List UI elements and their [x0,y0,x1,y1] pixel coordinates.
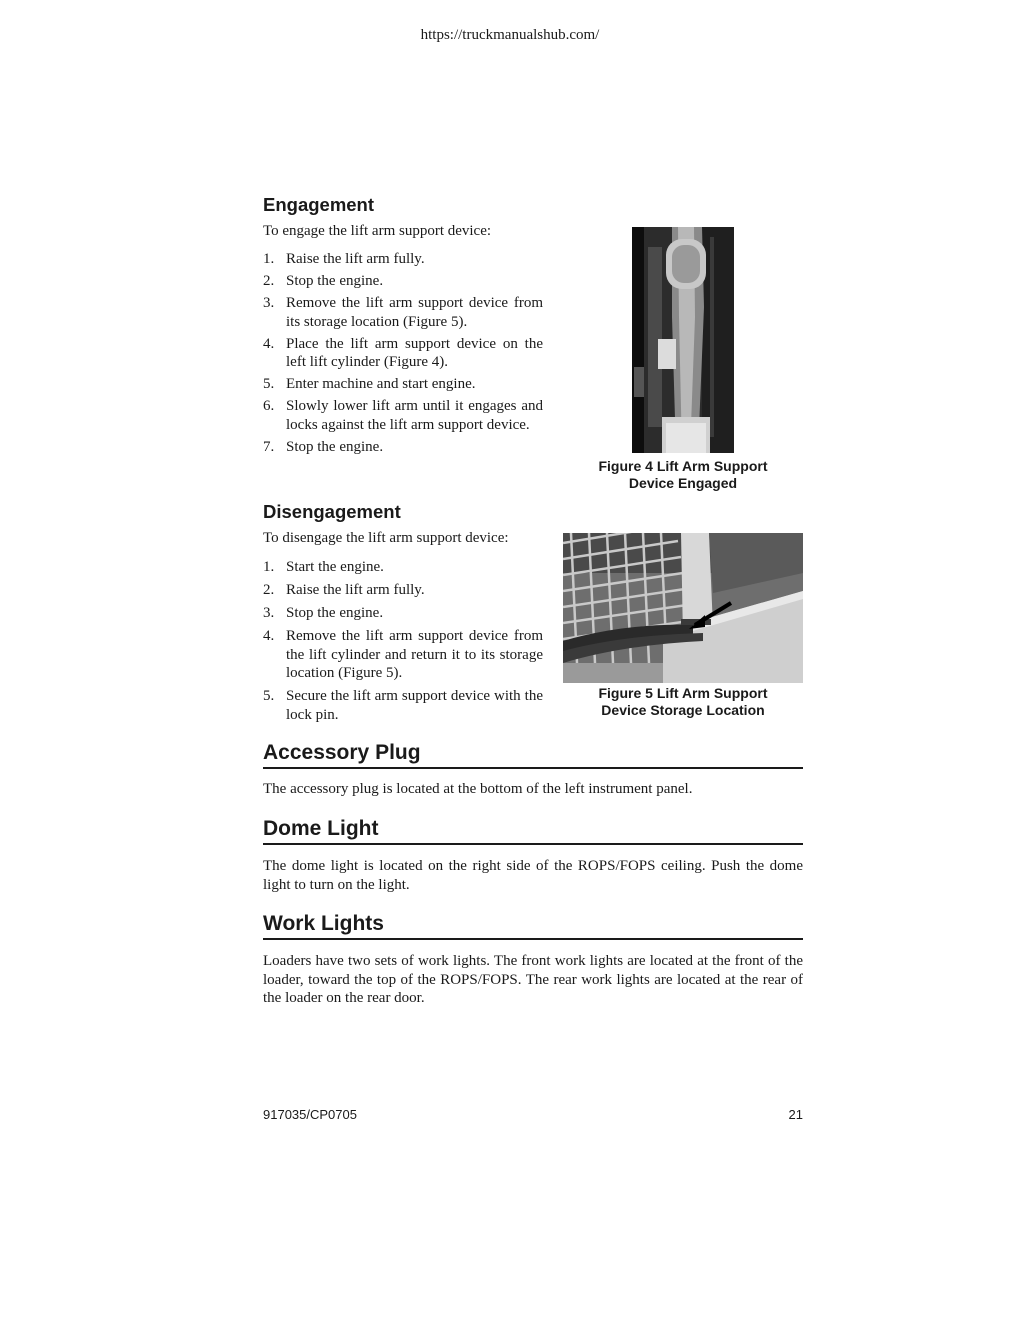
step-text: Start the engine. [286,559,384,575]
step-text: Remove the lift arm support device from its storage location (Figure 5). [286,295,543,330]
list-item [263,627,543,683]
list-item [263,687,543,724]
step-number: 2. [263,273,275,289]
figure-5-photo [563,533,803,683]
step-text: Stop the engine. [286,273,384,289]
disengagement-intro: To disengage the lift arm support device: [263,530,509,546]
accessory-plug-text: The accessory plug is located at the bottom of the left instrument panel. [263,781,693,797]
caption-line: Device Storage Location [601,702,765,718]
step-number: 6. [263,398,275,414]
step-text: Raise the lift arm fully. [286,251,425,267]
step-number: 4. [263,628,275,644]
figure-4-caption [583,458,783,492]
caption-line: Figure 4 Lift Arm Support [598,458,768,474]
source-url[interactable]: https://truckmanualshub.com/ [420,27,600,43]
caption-line: Figure 5 Lift Arm Support [598,685,768,701]
engagement-steps [263,250,543,460]
step-text: Slowly lower lift arm until it engages and locks against the lift arm support device. [286,398,543,433]
disengagement-heading: Disengagement [263,501,401,522]
step-number: 4. [263,335,275,352]
step-text: Stop the engine. [286,605,384,621]
caption-line: Device Engaged [628,475,738,491]
step-number: 5. [263,376,275,392]
list-item [263,335,543,372]
list-item [263,438,543,457]
step-number: 2. [263,582,275,598]
list-item [263,294,543,331]
disengagement-steps [263,558,543,728]
step-text: Place the lift arm support device on the left lift cylinder (Figure 4). [286,335,543,370]
step-number: 1. [263,251,275,267]
figure-4-photo [632,227,734,453]
step-number: 3. [263,295,275,311]
list-item [263,250,543,269]
accessory-plug-heading: Accessory Plug [263,741,803,769]
list-item [263,397,543,434]
list-item [263,604,543,623]
page-number: 21 [788,1107,803,1122]
step-text: Remove the lift arm support device from the lift cylinder and return it to its storage location (Figure 5). [286,628,543,681]
step-text: Stop the engine. [286,438,384,455]
engagement-heading: Engagement [263,194,375,215]
document-number: 917035/CP0705 [263,1107,357,1122]
dome-light-text: The dome light is located on the right side of the ROPS/FOPS ceiling. Push the dome light to turn on the light. [263,858,803,893]
engagement-intro: To engage the lift arm support device: [263,223,492,239]
step-number: 7. [263,438,275,455]
work-lights-heading: Work Lights [263,912,803,940]
list-item [263,375,543,394]
work-lights-text: Loaders have two sets of work lights. The front work lights are located at the front of the loader, toward the top of the ROPS/FOPS. The rear work lights are located at the rear of the loader on the rear door. [263,953,803,1006]
step-text: Raise the lift arm fully. [286,582,425,598]
step-number: 5. [263,688,275,704]
step-text: Enter machine and start engine. [286,376,476,392]
step-number: 1. [263,559,275,575]
step-text: Secure the lift arm support device with the lock pin. [286,688,543,723]
list-item [263,558,543,577]
list-item [263,581,543,600]
dome-light-heading: Dome Light [263,817,803,845]
figure-5-caption [583,685,783,719]
list-item [263,272,543,291]
step-number: 3. [263,605,275,621]
